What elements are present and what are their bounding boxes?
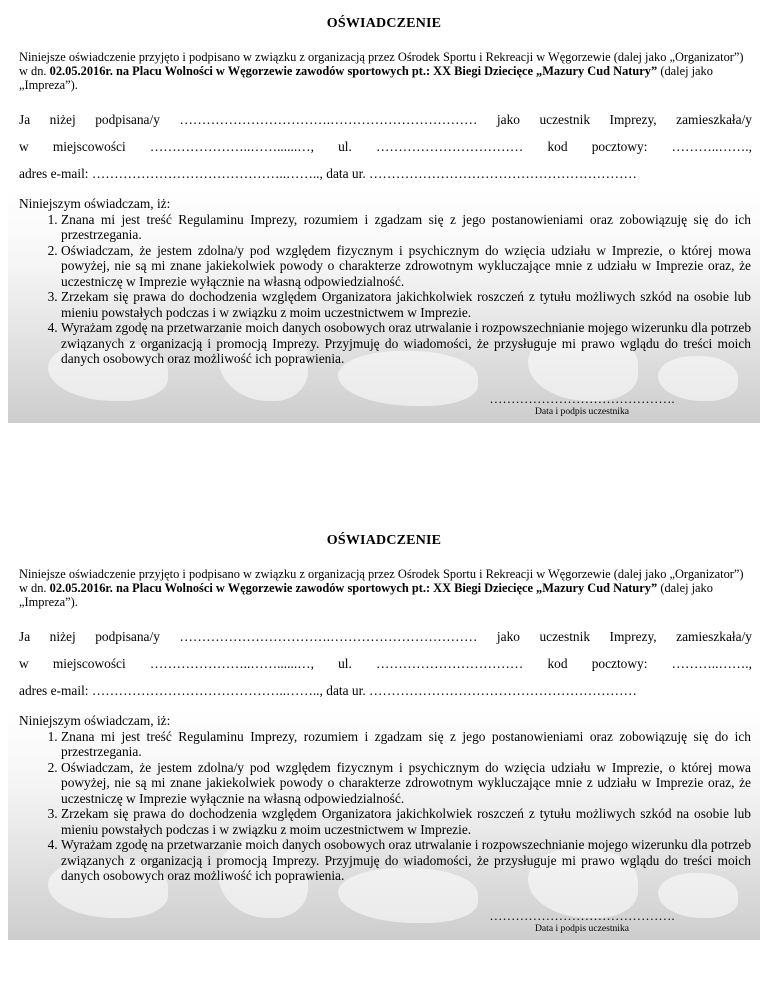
declaration-item: 4. Wyrażam zgodę na przetwarzanie moich danych osobowych oraz utrwalanie i rozpowszechnianie mojego wizerunku dla potrzeb związanych z organizacją i promocją Imprezy. Przyjmuję do wiadomości, że przysługuje mi prawo wglądu do treści moich danych osobowych oraz możliwość ich poprawienia. xyxy=(61,837,751,884)
participant-fields xyxy=(19,628,752,709)
declaration-section xyxy=(19,713,751,884)
declaration-item: 3. Zrzekam się prawa do dochodzenia względem Organizatora jakichkolwiek roszczeń z tytułu możliwych szkód na osobie lub mieniu powstałych podczas i w związku z moim uczestnictwem w Imprezie. xyxy=(61,806,751,837)
city-field[interactable]: …………………..……......…, xyxy=(149,656,314,671)
declaration-item: 1. Znana mi jest treść Regulaminu Imprezy, rozumiem i zgadzam się z jego postanowieniami oraz zobowiązuję się do ich przestrzegania. xyxy=(61,212,751,243)
form-title: OŚWIADCZENIE xyxy=(326,533,442,548)
participant-fields xyxy=(19,111,752,192)
declaration-form-2 xyxy=(0,527,768,967)
declaration-list xyxy=(19,212,751,367)
declaration-item: 4. Wyrażam zgodę na przetwarzanie moich danych osobowych oraz utrwalanie i rozpowszechnianie mojego wizerunku dla potrzeb związanych z organizacją i promocją Imprezy. Przyjmuję do wiadomości, że przysługuje mi prawo wglądu do treści moich danych osobowych oraz możliwość ich poprawienia. xyxy=(61,320,751,367)
declaration-intro: Niniejszym oświadczam, iż: xyxy=(19,713,171,728)
name-field[interactable]: …………………………….…………………………… xyxy=(179,629,478,644)
declaration-section xyxy=(19,196,751,367)
name-field-row: Ja niżej podpisana/y …………………………….…………………………… jako uczestnik Imprezy, zamieszkała/y xyxy=(19,629,752,644)
email-field[interactable]: ……………………………………..…….., xyxy=(91,166,323,181)
street-field[interactable]: …………………………… xyxy=(376,139,524,154)
declaration-item: 3. Zrzekam się prawa do dochodzenia względem Organizatora jakichkolwiek roszczeń z tytułu możliwych szkód na osobie lub mieniu powstałych podczas i w związku z moim uczestnictwem w Imprezie. xyxy=(61,289,751,320)
event-name: 02.05.2016r. na Placu Wolności w Węgorzewie zawodów sportowych pt.: XX Biegi Dziecięce „Mazury Cud Natury” xyxy=(49,581,658,595)
postal-code-field[interactable]: ………..……., xyxy=(671,139,752,154)
birth-date-field[interactable]: …………………………………………………… xyxy=(369,166,637,181)
name-field[interactable]: …………………………….…………………………… xyxy=(179,112,478,127)
address-field-row: w miejscowości …………………..……......…, ul. …………………………… kod pocztowy: ………..……., xyxy=(19,656,752,671)
email-field[interactable]: ……………………………………..…….., xyxy=(91,683,323,698)
contact-field-row: adres e-mail: ……………………………………..…….., data ur. …………………………………………………… xyxy=(19,683,637,698)
signature-field[interactable]: ……………………………………. xyxy=(489,391,675,406)
form-title: OŚWIADCZENIE xyxy=(326,16,442,31)
declaration-intro: Niniejszym oświadczam, iż: xyxy=(19,196,171,211)
street-field[interactable]: …………………………… xyxy=(376,656,524,671)
declaration-item: 1. Znana mi jest treść Regulaminu Imprezy, rozumiem i zgadzam się z jego postanowieniami oraz zobowiązuję się do ich przestrzegania. xyxy=(61,729,751,760)
signature-block xyxy=(474,392,690,418)
intro-paragraph: Niniejsze oświadczenie przyjęto i podpisano w związku z organizacją przez Ośrodek Sportu i Rekreacji w Węgorzewie (dalej jako „Organizator”) w dn. 02.05.2016r. na Placu Wolności w Węgorzewie zawodów sportowych pt.: XX Biegi Dziecięce „Mazury Cud Natury” (dalej jako „Impreza”). xyxy=(19,50,744,92)
signature-block xyxy=(474,909,690,935)
postal-code-field[interactable]: ………..……., xyxy=(671,656,752,671)
address-field-row: w miejscowości …………………..……......…, ul. …………………………… kod pocztowy: ………..……., xyxy=(19,139,752,154)
name-field-row: Ja niżej podpisana/y …………………………….…………………………… jako uczestnik Imprezy, zamieszkała/y xyxy=(19,112,752,127)
signature-label: Data i podpis uczestnika xyxy=(534,406,630,417)
declaration-form-1 xyxy=(0,10,768,450)
intro-paragraph: Niniejsze oświadczenie przyjęto i podpisano w związku z organizacją przez Ośrodek Sportu i Rekreacji w Węgorzewie (dalej jako „Organizator”) w dn. 02.05.2016r. na Placu Wolności w Węgorzewie zawodów sportowych pt.: XX Biegi Dziecięce „Mazury Cud Natury” (dalej jako „Impreza”). xyxy=(19,567,744,609)
birth-date-field[interactable]: …………………………………………………… xyxy=(369,683,637,698)
contact-field-row: adres e-mail: ……………………………………..…….., data ur. …………………………………………………… xyxy=(19,166,637,181)
declaration-list xyxy=(19,729,751,884)
declaration-item: 2. Oświadczam, że jestem zdolna/y pod względem fizycznym i psychicznym do wzięcia udziału w Imprezie, o której mowa powyżej, nie są mi znane jakiekolwiek powody o charakterze zdrowotnym wykluczające mnie z udziału w Imprezie oraz, że uczestniczę w Imprezie wyłącznie na własną odpowiedzialność. xyxy=(61,243,751,290)
city-field[interactable]: …………………..……......…, xyxy=(149,139,314,154)
signature-field[interactable]: ……………………………………. xyxy=(489,908,675,923)
declaration-item: 2. Oświadczam, że jestem zdolna/y pod względem fizycznym i psychicznym do wzięcia udziału w Imprezie, o której mowa powyżej, nie są mi znane jakiekolwiek powody o charakterze zdrowotnym wykluczające mnie z udziału w Imprezie oraz, że uczestniczę w Imprezie wyłącznie na własną odpowiedzialność. xyxy=(61,760,751,807)
signature-label: Data i podpis uczestnika xyxy=(534,923,630,934)
event-name: 02.05.2016r. na Placu Wolności w Węgorzewie zawodów sportowych pt.: XX Biegi Dziecięce „Mazury Cud Natury” xyxy=(49,64,658,78)
